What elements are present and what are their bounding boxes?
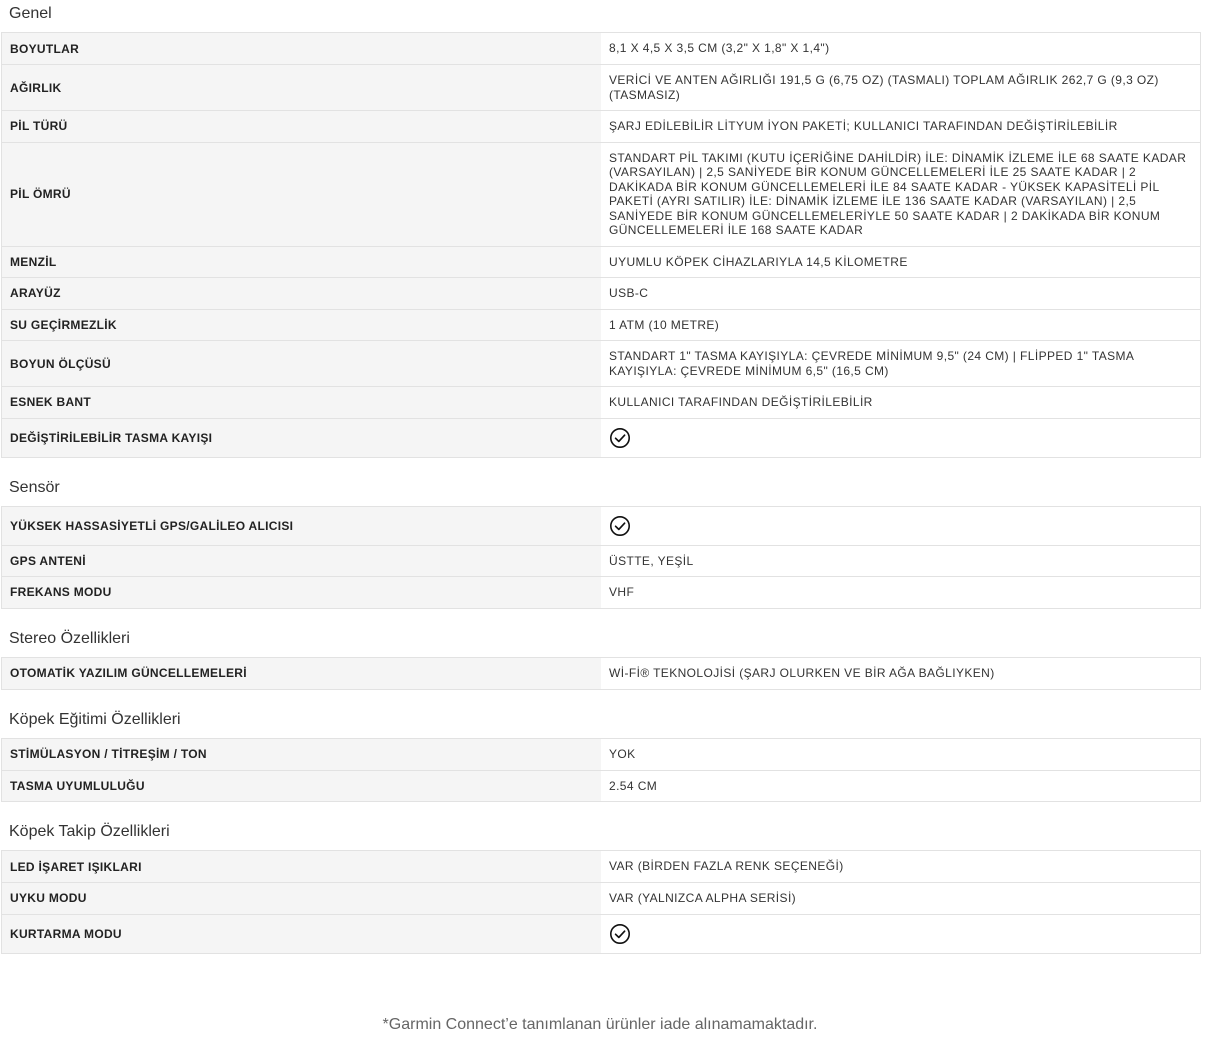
spec-row [2,142,1200,246]
spec-row [2,576,1200,608]
spec-label: OTOMATİK YAZILIM GÜNCELLEMELERİ [2,658,601,689]
spec-value: ÜSTTE, YEŞİL [609,553,694,568]
spec-table [1,850,1201,954]
spec-label: DEĞİŞTİRİLEBİLİR TASMA KAYIŞI [2,419,601,457]
check-circle-icon [609,923,631,945]
spec-value [601,915,1200,953]
section-title: Genel [9,5,52,22]
section-title: Köpek Eğitimi Özellikleri [9,710,181,728]
spec-value: Wİ-Fİ® TEKNOLOJİSİ (ŞARJ OLURKEN VE BİR AĞA BAĞLIYKEN) [609,665,995,680]
spec-row [2,914,1200,953]
spec-label: PİL TÜRÜ [2,111,601,142]
spec-value: KULLANICI TARAFINDAN DEĞİŞTİRİLEBİLİR [609,395,873,409]
spec-row [2,64,1200,110]
spec-row [2,33,1200,64]
spec-table [1,32,1201,458]
spec-value: USB-C [609,286,649,300]
spec-value: VAR (YALNIZCA ALPHA SERİSİ) [609,891,797,905]
spec-label: SU GEÇİRMEZLİK [2,310,601,341]
spec-label: BOYUTLAR [2,33,601,64]
spec-table [1,506,1201,609]
spec-row [2,507,1200,545]
spec-row [2,110,1200,142]
spec-label: MENZİL [2,247,601,278]
spec-row [2,386,1200,418]
spec-value: VERİCİ VE ANTEN AĞIRLIĞI 191,5 G (6,75 OZ) (TASMALI) TOPLAM AĞIRLIK 262,7 G (9,3 OZ) (TASMASIZ) [609,73,1159,102]
spec-label: ARAYÜZ [2,278,601,309]
spec-value: VHF [609,585,635,599]
spec-row [2,418,1200,457]
spec-row [2,739,1200,770]
spec-label: GPS ANTENİ [2,546,601,577]
spec-value: YOK [609,746,636,761]
spec-label: TASMA UYUMLULUĞU [2,771,601,802]
check-circle-icon [609,515,631,537]
spec-label: YÜKSEK HASSASİYETLİ GPS/GALİLEO ALICISI [2,507,601,545]
spec-row [2,658,1200,689]
check-circle-icon [609,427,631,449]
spec-value [601,507,1200,545]
section-title: Stereo Özellikleri [9,629,130,647]
spec-row [2,246,1200,278]
spec-sections [1,0,1201,954]
section-title: Sensör [9,478,60,496]
section-title: Köpek Takip Özellikleri [9,823,170,840]
spec-value: 2.54 CM [609,778,658,793]
spec-label: FREKANS MODU [2,577,601,608]
spec-row [2,851,1200,882]
spec-section [1,818,1201,954]
spec-label: BOYUN ÖLÇÜSÜ [2,341,601,386]
spec-value: STANDART PİL TAKIMI (KUTU İÇERİĞİNE DAHİLDİR) İLE: DİNAMİK İZLEME İLE 68 SAATE KADAR (VARSAYILAN) | 2,5 SANİYEDE BİR KONUM GÜNCELLEMELERİ İLE 25 SAATE KADAR | 2 DAKİKADA BİR KONUM GÜNCELLEMELERİ İLE 84 SAATE KADAR - YÜKSEK KAPASİTELİ PİL PAKETİ (AYRI SATILIR) İLE: DİNAMİK İZLEME İLE 136 SAATE KADAR (VARSAYILAN) | 2,5 SANİYEDE BİR KONUM GÜNCELLEMELERİYLE 50 SAATE KADAR | 2 DAKİKADA BİR KONUM GÜNCELLEMELERİ İLE 168 SAATE KADAR [609,150,1187,237]
spec-row [2,545,1200,577]
spec-label: UYKU MODU [2,883,601,914]
spec-value: UYUMLU KÖPEK CİHAZLARIYLA 14,5 KİLOMETRE [609,254,908,269]
spec-label: STİMÜLASYON / TİTREŞİM / TON [2,739,601,770]
spec-section [1,474,1201,609]
spec-label: ESNEK BANT [2,387,601,418]
spec-label: AĞIRLIK [2,65,601,110]
spec-value: 8,1 X 4,5 X 3,5 CM (3,2" X 1,8" X 1,4") [609,41,830,56]
spec-value: STANDART 1" TASMA KAYIŞIYLA: ÇEVREDE MİNİMUM 9,5" (24 CM) | FLİPPED 1" TASMA KAYIŞIYLA: ÇEVREDE MİNİMUM 6,5" (16,5 CM) [609,349,1134,378]
spec-value: VAR (BİRDEN FAZLA RENK SEÇENEĞİ) [609,859,844,874]
spec-row [2,277,1200,309]
spec-row [2,340,1200,386]
spec-section [1,706,1201,803]
footnote: *Garmin Connect’e tanımlanan ürünler iade alınamamaktadır. [382,1016,818,1033]
spec-row [2,309,1200,341]
spec-table [1,738,1201,803]
spec-section [1,625,1201,690]
spec-label: KURTARMA MODU [2,915,601,953]
spec-section [1,0,1201,458]
spec-label: LED İŞARET IŞIKLARI [2,851,601,882]
spec-row [2,882,1200,914]
spec-value [601,419,1200,457]
spec-label: PİL ÖMRÜ [2,143,601,246]
spec-value: ŞARJ EDİLEBİLİR LİTYUM İYON PAKETİ; KULLANICI TARAFINDAN DEĞİŞTİRİLEBİLİR [609,119,1118,133]
spec-row [2,770,1200,802]
spec-value: 1 ATM (10 METRE) [609,317,720,332]
spec-table [1,657,1201,690]
